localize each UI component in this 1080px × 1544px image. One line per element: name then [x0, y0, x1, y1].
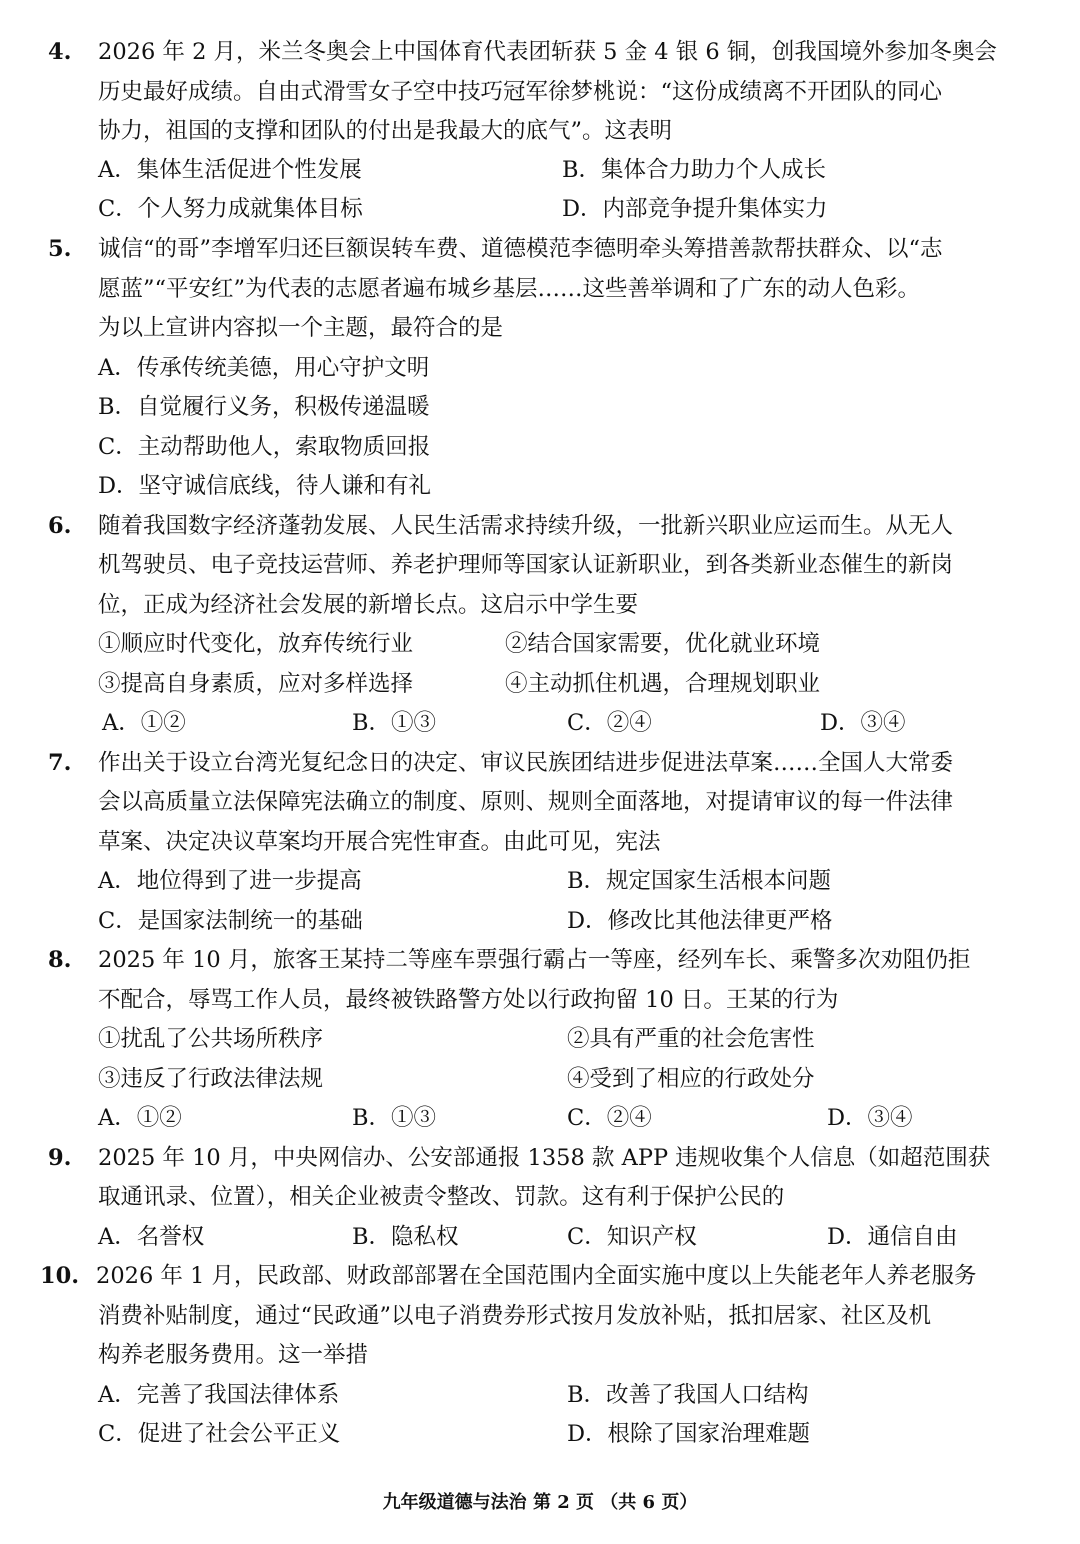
question-stem-line: 2026 年 2 月，米兰冬奥会上中国体育代表团斩获 5 金 4 银 6 铜，创我国境外参加冬奥会	[98, 39, 997, 65]
question-number: 7.	[48, 750, 72, 776]
question-stem-line: 位，正成为经济社会发展的新增长点。这启示中学生要	[98, 592, 639, 618]
option-a: A．传承传统美德，用心守护文明	[98, 355, 430, 381]
option-c: C．②④	[567, 710, 652, 736]
option-c: C．②④	[567, 1105, 652, 1131]
question-stem-line: 随着我国数字经济蓬勃发展、人民生活需求持续升级，一批新兴职业应运而生。从无人	[98, 513, 954, 539]
question-stem-line: 愿蓝”“平安红”为代表的志愿者遍布城乡基层……这些善举调和了广东的动人色彩。	[98, 276, 921, 302]
question-stem-line: 2026 年 1 月，民政部、财政部部署在全国范围内全面实施中度以上失能老年人养老服务	[96, 1263, 977, 1289]
question-stem-line: 诚信“的哥”李增军归还巨额误转车费、道德模范李德明牵头筹措善款帮扶群众、以“志	[98, 236, 943, 262]
option-c: C．是国家法制统一的基础	[98, 908, 363, 934]
option-a: A．完善了我国法律体系	[98, 1382, 340, 1408]
option-d: D．坚守诚信底线，待人谦和有礼	[98, 473, 432, 499]
question-stem-line: 2025 年 10 月，中央网信办、公安部通报 1358 款 APP 违规收集个人信息（如超范围获	[98, 1145, 991, 1171]
option-d: D．修改比其他法律更严格	[567, 908, 833, 934]
question-number: 4.	[48, 39, 72, 65]
option-b: B．隐私权	[352, 1224, 459, 1250]
option-a: A．①②	[98, 1105, 182, 1131]
question-stem-line: 协力，祖国的支撑和团队的付出是我最大的底气”。这表明	[98, 118, 673, 144]
question-stem-line: 历史最好成绩。自由式滑雪女子空中技巧冠军徐梦桃说：“这份成绩离不开团队的同心	[98, 79, 943, 105]
statement-4: ④受到了相应的行政处分	[567, 1066, 815, 1092]
page-footer: 九年级道德与法治 第 2 页 （共 6 页）	[382, 1492, 698, 1513]
option-d: D．③④	[820, 710, 906, 736]
option-c: C．主动帮助他人，索取物质回报	[98, 434, 431, 460]
option-c: C．促进了社会公平正义	[98, 1421, 341, 1447]
question-stem-line: 消费补贴制度，通过“民政通”以电子消费券形式按月发放补贴，抵扣居家、社区及机	[98, 1303, 932, 1329]
question-number: 9.	[48, 1145, 72, 1171]
option-b: B．改善了我国人口结构	[567, 1382, 809, 1408]
statement-3: ③提高自身素质，应对多样选择	[98, 671, 414, 697]
option-d: D．③④	[827, 1105, 913, 1131]
option-a: A．①②	[102, 710, 186, 736]
option-a: A．名誉权	[98, 1224, 205, 1250]
question-number: 10.	[40, 1263, 80, 1289]
question-stem-line: 会以高质量立法保障宪法确立的制度、原则、规则全面落地，对提请审议的每一件法律	[98, 789, 954, 815]
question-stem-line: 构养老服务费用。这一举措	[98, 1342, 369, 1368]
option-c: C．知识产权	[567, 1224, 697, 1250]
option-b: B．集体合力助力个人成长	[562, 157, 827, 183]
question-number: 6.	[48, 513, 72, 539]
option-a: A．集体生活促进个性发展	[98, 157, 362, 183]
question-stem-line: 取通讯录、位置），相关企业被责令整改、罚款。这有利于保护公民的	[98, 1184, 785, 1210]
statement-1: ①顺应时代变化，放弃传统行业	[98, 631, 414, 657]
option-b: B．①③	[352, 1105, 437, 1131]
option-d: D．通信自由	[827, 1224, 958, 1250]
question-number: 8.	[48, 947, 72, 973]
statement-3: ③违反了行政法律法规	[98, 1066, 324, 1092]
option-b: B．①③	[352, 710, 437, 736]
option-a: A．地位得到了进一步提高	[98, 868, 362, 894]
question-stem-line: 草案、决定决议草案均开展合宪性审查。由此可见，宪法	[98, 829, 661, 855]
question-stem-line: 作出关于设立台湾光复纪念日的决定、审议民族团结进步促进法草案……全国人大常委	[98, 750, 954, 776]
question-stem-line: 不配合，辱骂工作人员，最终被铁路警方处以行政拘留 10 日。王某的行为	[98, 987, 839, 1013]
statement-2: ②具有严重的社会危害性	[567, 1026, 815, 1052]
option-b: B．规定国家生活根本问题	[567, 868, 832, 894]
statement-1: ①扰乱了公共场所秩序	[98, 1026, 324, 1052]
option-c: C．个人努力成就集体目标	[98, 196, 363, 222]
question-stem-line: 2025 年 10 月，旅客王某持二等座车票强行霸占一等座，经列车长、乘警多次劝阻仍拒	[98, 947, 971, 973]
statement-4: ④主动抓住机遇，合理规划职业	[505, 671, 821, 697]
option-d: D．内部竞争提升集体实力	[562, 196, 828, 222]
statement-2: ②结合国家需要，优化就业环境	[505, 631, 821, 657]
option-b: B．自觉履行义务，积极传递温暖	[98, 394, 430, 420]
question-stem-line: 为以上宣讲内容拟一个主题，最符合的是	[98, 315, 504, 341]
question-number: 5.	[48, 236, 72, 262]
option-d: D．根除了国家治理难题	[567, 1421, 811, 1447]
question-stem-line: 机驾驶员、电子竞技运营师、养老护理师等国家认证新职业，到各类新业态催生的新岗	[98, 552, 954, 578]
